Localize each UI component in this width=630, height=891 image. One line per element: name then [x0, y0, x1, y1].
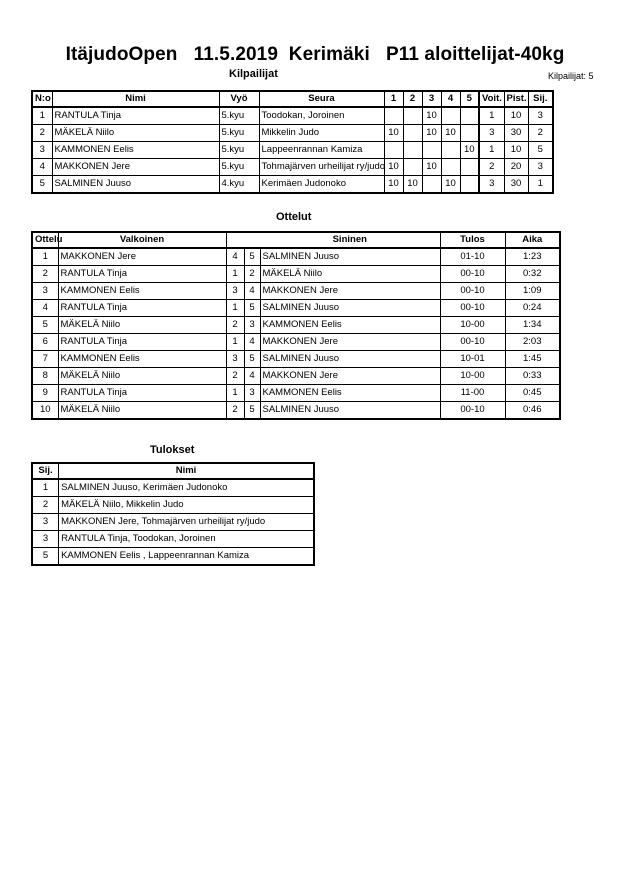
column-header: Sij. [32, 463, 59, 479]
white-number: 2 [226, 402, 244, 420]
column-header: Valkoinen [58, 232, 226, 248]
blue-competitor: MAKKONEN Jere [260, 283, 440, 300]
table-row [32, 334, 560, 351]
table-row [32, 514, 314, 531]
column-header: Seura [259, 91, 384, 107]
table-cell: 10 [384, 159, 403, 176]
match-result: 10-01 [440, 351, 505, 368]
table-cell: 3 [479, 176, 504, 194]
table-row [32, 248, 560, 266]
table-row [32, 531, 314, 548]
table-cell [441, 107, 460, 125]
white-competitor: MÄKELÄ Niilo [58, 402, 226, 420]
match-number: 2 [32, 266, 58, 283]
table-cell: Lappeenrannan Kamiza [259, 142, 384, 159]
matches-header-row [32, 232, 560, 248]
competitors-header-row [32, 91, 553, 107]
table-row [32, 385, 560, 402]
blue-competitor: MAKKONEN Jere [260, 368, 440, 385]
table-cell: 3 [32, 142, 52, 159]
table-cell [460, 159, 479, 176]
table-cell: 10 [504, 142, 528, 159]
match-time: 0:32 [505, 266, 560, 283]
white-competitor: KAMMONEN Eelis [58, 351, 226, 368]
table-cell: 10 [422, 107, 441, 125]
table-cell: 1 [32, 107, 52, 125]
white-competitor: RANTULA Tinja [58, 300, 226, 317]
results-header-row [32, 463, 314, 479]
placement: 1 [32, 479, 59, 497]
table-cell: 10 [384, 125, 403, 142]
match-time: 1:45 [505, 351, 560, 368]
table-cell: MÄKELÄ Niilo [52, 125, 219, 142]
column-header: Voit. [479, 91, 504, 107]
table-row [32, 317, 560, 334]
white-number: 1 [226, 334, 244, 351]
results-heading: Tulokset [150, 444, 195, 456]
participants-count: Kilpailijat: 5 [548, 71, 594, 81]
table-cell: Mikkelin Judo [259, 125, 384, 142]
white-number: 4 [226, 248, 244, 266]
table-cell: Toodokan, Joroinen [259, 107, 384, 125]
column-header: 2 [403, 91, 422, 107]
match-time: 1:34 [505, 317, 560, 334]
white-competitor: RANTULA Tinja [58, 334, 226, 351]
match-number: 6 [32, 334, 58, 351]
match-result: 10-00 [440, 368, 505, 385]
matches-table [31, 231, 561, 420]
column-header: 1 [384, 91, 403, 107]
blue-competitor: MÄKELÄ Niilo [260, 266, 440, 283]
table-cell: KAMMONEN Eelis [52, 142, 219, 159]
table-cell [403, 142, 422, 159]
result-name: RANTULA Tinja, Toodokan, Joroinen [59, 531, 314, 548]
match-result: 00-10 [440, 334, 505, 351]
table-row [32, 107, 553, 125]
column-header: Aika [505, 232, 560, 248]
table-cell: 10 [441, 125, 460, 142]
column-spacer [244, 232, 260, 248]
table-cell [460, 125, 479, 142]
table-cell: 10 [384, 176, 403, 194]
white-number: 2 [226, 317, 244, 334]
table-row [32, 479, 314, 497]
blue-number: 5 [244, 351, 260, 368]
blue-number: 5 [244, 300, 260, 317]
table-row [32, 300, 560, 317]
table-row [32, 402, 560, 420]
column-header: 4 [441, 91, 460, 107]
blue-competitor: KAMMONEN Eelis [260, 385, 440, 402]
table-cell: 5 [528, 142, 553, 159]
blue-number: 4 [244, 334, 260, 351]
table-cell: 1 [479, 142, 504, 159]
column-header: N:o [32, 91, 52, 107]
match-time: 0:45 [505, 385, 560, 402]
column-header: Sininen [260, 232, 440, 248]
blue-competitor: SALMINEN Juuso [260, 402, 440, 420]
match-time: 2:03 [505, 334, 560, 351]
match-number: 3 [32, 283, 58, 300]
table-cell: 30 [504, 176, 528, 194]
table-cell [422, 142, 441, 159]
match-number: 8 [32, 368, 58, 385]
table-cell: 10 [422, 125, 441, 142]
blue-competitor: MAKKONEN Jere [260, 334, 440, 351]
match-number: 5 [32, 317, 58, 334]
table-cell: Tohmajärven urheilijat ry/judo [259, 159, 384, 176]
table-cell [422, 176, 441, 194]
white-competitor: KAMMONEN Eelis [58, 283, 226, 300]
result-name: SALMINEN Juuso, Kerimäen Judonoko [59, 479, 314, 497]
result-name: MÄKELÄ Niilo, Mikkelin Judo [59, 497, 314, 514]
table-cell: 2 [32, 125, 52, 142]
column-header: Vyö [219, 91, 259, 107]
table-row [32, 283, 560, 300]
column-spacer [226, 232, 244, 248]
table-cell: 4 [32, 159, 52, 176]
column-header: Nimi [59, 463, 314, 479]
table-cell: MAKKONEN Jere [52, 159, 219, 176]
participants-heading: Kilpailijat [229, 68, 278, 80]
result-name: MAKKONEN Jere, Tohmajärven urheilijat ry/judo [59, 514, 314, 531]
white-competitor: RANTULA Tinja [58, 266, 226, 283]
match-time: 0:24 [505, 300, 560, 317]
blue-competitor: SALMINEN Juuso [260, 300, 440, 317]
match-result: 00-10 [440, 300, 505, 317]
white-number: 2 [226, 368, 244, 385]
column-header: Tulos [440, 232, 505, 248]
result-name: KAMMONEN Eelis , Lappeenrannan Kamiza [59, 548, 314, 566]
table-cell: 5 [32, 176, 52, 194]
white-number: 3 [226, 283, 244, 300]
match-result: 00-10 [440, 266, 505, 283]
table-cell [384, 107, 403, 125]
table-cell: 10 [403, 176, 422, 194]
white-number: 1 [226, 266, 244, 283]
table-cell: 5.kyu [219, 159, 259, 176]
placement: 3 [32, 514, 59, 531]
blue-competitor: KAMMONEN Eelis [260, 317, 440, 334]
blue-number: 4 [244, 368, 260, 385]
table-cell: 10 [422, 159, 441, 176]
placement: 2 [32, 497, 59, 514]
blue-number: 4 [244, 283, 260, 300]
table-cell: SALMINEN Juuso [52, 176, 219, 194]
match-number: 1 [32, 248, 58, 266]
match-number: 7 [32, 351, 58, 368]
table-cell: Kerimäen Judonoko [259, 176, 384, 194]
table-cell [441, 159, 460, 176]
table-cell: 3 [528, 159, 553, 176]
table-row [32, 159, 553, 176]
white-competitor: MÄKELÄ Niilo [58, 317, 226, 334]
table-cell [384, 142, 403, 159]
table-row [32, 548, 314, 566]
match-result: 01-10 [440, 248, 505, 266]
blue-number: 3 [244, 317, 260, 334]
match-time: 0:46 [505, 402, 560, 420]
column-header: Sij. [528, 91, 553, 107]
table-cell: 20 [504, 159, 528, 176]
table-cell: 1 [528, 176, 553, 194]
match-time: 1:23 [505, 248, 560, 266]
table-cell [403, 159, 422, 176]
white-competitor: MÄKELÄ Niilo [58, 368, 226, 385]
table-cell: 3 [528, 107, 553, 125]
match-number: 4 [32, 300, 58, 317]
match-time: 0:33 [505, 368, 560, 385]
match-result: 10-00 [440, 317, 505, 334]
blue-competitor: SALMINEN Juuso [260, 248, 440, 266]
white-competitor: MAKKONEN Jere [58, 248, 226, 266]
column-header: 3 [422, 91, 441, 107]
table-row [32, 351, 560, 368]
column-header: Nimi [52, 91, 219, 107]
table-cell: 10 [460, 142, 479, 159]
match-result: 11-00 [440, 385, 505, 402]
table-cell [441, 142, 460, 159]
table-cell: 2 [479, 159, 504, 176]
white-number: 1 [226, 300, 244, 317]
match-result: 00-10 [440, 402, 505, 420]
table-cell: 3 [479, 125, 504, 142]
matches-heading: Ottelut [276, 211, 312, 223]
table-cell: RANTULA Tinja [52, 107, 219, 125]
table-cell [460, 176, 479, 194]
match-number: 9 [32, 385, 58, 402]
table-cell: 2 [528, 125, 553, 142]
column-header: Ottelu [32, 232, 58, 248]
table-cell [403, 125, 422, 142]
match-number: 10 [32, 402, 58, 420]
table-row [32, 497, 314, 514]
table-cell [403, 107, 422, 125]
table-cell: 5.kyu [219, 142, 259, 159]
table-cell: 10 [504, 107, 528, 125]
table-row [32, 142, 553, 159]
table-cell: 4.kyu [219, 176, 259, 194]
blue-number: 5 [244, 402, 260, 420]
table-row [32, 368, 560, 385]
table-cell: 1 [479, 107, 504, 125]
white-competitor: RANTULA Tinja [58, 385, 226, 402]
match-result: 00-10 [440, 283, 505, 300]
table-row [32, 125, 553, 142]
table-cell: 30 [504, 125, 528, 142]
white-number: 3 [226, 351, 244, 368]
table-cell: 5.kyu [219, 107, 259, 125]
placement: 3 [32, 531, 59, 548]
table-row [32, 176, 553, 194]
blue-number: 5 [244, 248, 260, 266]
blue-competitor: SALMINEN Juuso [260, 351, 440, 368]
table-row [32, 266, 560, 283]
table-cell: 5.kyu [219, 125, 259, 142]
blue-number: 3 [244, 385, 260, 402]
page-title: ItäjudoOpen 11.5.2019 Kerimäki P11 aloittelijat-40kg [65, 44, 565, 65]
competitors-table [31, 90, 554, 194]
column-header: 5 [460, 91, 479, 107]
results-table [31, 462, 315, 566]
white-number: 1 [226, 385, 244, 402]
blue-number: 2 [244, 266, 260, 283]
column-header: Pist. [504, 91, 528, 107]
table-cell [460, 107, 479, 125]
match-time: 1:09 [505, 283, 560, 300]
placement: 5 [32, 548, 59, 566]
table-cell: 10 [441, 176, 460, 194]
